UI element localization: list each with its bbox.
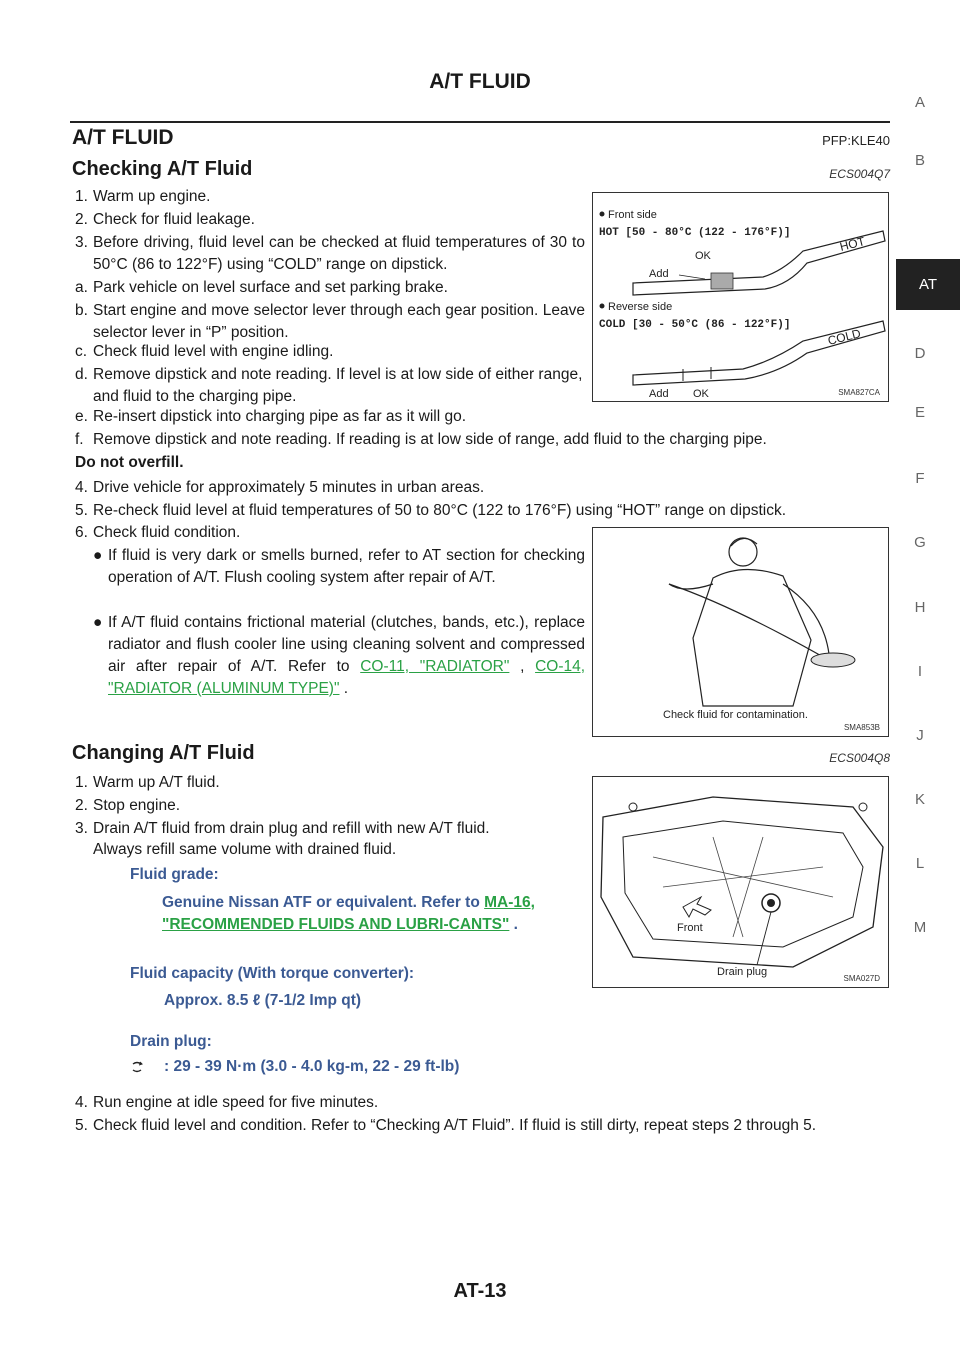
link-co-14-radiator-aluminum[interactable]: CO-14, "RADIATOR (ALUMINUM TYPE)" [108,658,586,697]
bullet-icon: ● [93,547,103,564]
header-rule [70,121,890,123]
overfill-warning: Do not overfill. [75,454,184,471]
change-step-5: 5. Check fluid level and condition. Refer to “Checking A/T Fluid”. If fluid is still dirty, repeat steps 2 through 5. [75,1117,817,1134]
index-tab-i[interactable]: I [917,663,923,680]
section-code: PFP:KLE40 [822,133,890,148]
check-step-f: f. Remove dipstick and note reading. If reading is at low side of range, add fluid to the charging pipe. [75,431,767,448]
svg-text:Add: Add [649,388,669,400]
check-step-2: 2. Check for fluid leakage. [75,211,255,228]
check-step-c: c. Check fluid level with engine idling. [75,343,334,360]
change-step-2: 2. Stop engine. [75,797,181,814]
fluid-capacity-value: Approx. 8.5 ℓ (7-1/2 Imp qt) [164,992,362,1009]
svg-text:Add: Add [649,268,669,280]
contamination-caption: Check fluid for contamination. [663,709,808,721]
reverse-side-label: Reverse side [608,301,673,313]
check-step-a: a. Park vehicle on level surface and set parking brake. [75,279,448,296]
change-step-4: 4. Run engine at idle speed for five minutes. [75,1094,379,1111]
checking-heading: Checking A/T Fluid [72,158,253,180]
check-step-b: b. Start engine and move selector lever through each gear position. Leave selector lever in “P” position. [75,302,585,341]
transmission-pan-illustration [593,777,888,987]
figure-code: SMA853B [843,723,880,732]
index-tab-m[interactable]: M [913,919,927,936]
fluid-condition-bullet-2: ● If A/T fluid contains frictional material (clutches, bands, etc.), replace radiator and flush cooler line using cleaning solvent and compressed air after repair of A/T. Refer to CO-11, "RADIATOR" , CO-14, "RADIATOR (ALUMINUM TYPE)" . [93,614,586,697]
fluid-contamination-figure [592,527,889,737]
fluid-grade-text: Genuine Nissan ATF or equivalent. Refer to MA-16, "RECOMMENDED FLUIDS AND LUBRI-CANTS" . [162,894,535,933]
page-header-title: A/T FLUID [429,70,531,93]
check-step-5: 5. Re-check fluid level at fluid temperatures of 50 to 80°C (122 to 176°F) using “HOT” range on dipstick. [75,502,787,519]
fluid-capacity-label: Fluid capacity (With torque converter): [130,965,415,982]
check-step-1: 1. Warm up engine. [75,188,211,205]
fluid-grade-label: Fluid grade: [130,866,219,883]
svg-text:COLD: COLD [826,326,863,348]
index-tab-l[interactable]: L [915,855,925,872]
check-step-e: e. Re-insert dipstick into charging pipe as far as it will go. [75,408,467,425]
change-step-1: 1. Warm up A/T fluid. [75,774,220,791]
drain-plug-torque: : 29 - 39 N·m (3.0 - 4.0 kg-m, 22 - 29 ft-lb) [164,1058,460,1075]
index-tab-k[interactable]: K [914,791,925,808]
link-ma-16-recommended-fluids[interactable]: MA-16, "RECOMMENDED FLUIDS AND LUBRI-CANTS" [162,894,535,933]
index-tab-g[interactable]: G [914,534,926,551]
section-title: A/T FLUID [72,126,174,149]
index-tab-d[interactable]: D [914,345,926,362]
fluid-condition-bullet-1: ● If fluid is very dark or smells burned, refer to AT section for checking operation of A/T. Flush cooling system after repair of A/T. [93,547,585,586]
figure-code: SMA827CA [838,388,880,397]
dipstick-illustration [593,193,888,401]
front-side-label: Front side [608,209,657,221]
check-step-6: 6. Check fluid condition. [75,524,241,541]
torque-wrench-icon [130,1060,144,1074]
drain-plug-figure [592,776,889,988]
page-number: AT-13 [453,1280,507,1302]
technician-illustration [593,528,888,736]
index-tab-h[interactable]: H [914,599,926,616]
check-step-3: 3. Before driving, fluid level can be checked at fluid temperatures of 30 to 50°C (86 to 122°F) using “COLD” range on dipstick. [75,234,585,273]
checking-code: ECS004Q7 [829,167,890,181]
index-tab-a[interactable]: A [914,94,925,111]
changing-heading: Changing A/T Fluid [72,742,255,764]
check-step-d: d. Remove dipstick and note reading. If level is at low side of either range, and fluid to the charging pipe. [75,366,583,405]
check-step-4: 4. Drive vehicle for approximately 5 minutes in urban areas. [75,479,485,496]
refill-note: Always refill same volume with drained fluid. [93,841,397,858]
cold-range-label: COLD [30 - 50°C (86 - 122°F)] [599,319,791,331]
changing-code: ECS004Q8 [829,751,890,765]
index-tab-e[interactable]: E [914,404,925,421]
index-tab-j[interactable]: J [916,727,924,744]
change-step-3: 3. Drain A/T fluid from drain plug and refill with new A/T fluid. [75,820,490,837]
figure-code: SMA027D [843,974,880,983]
front-label: Front [677,922,703,934]
bullet-icon: ● [93,614,103,631]
dipstick-figure [592,192,889,402]
index-tab-b[interactable]: B [914,152,925,169]
svg-text:HOT: HOT [838,234,867,254]
link-co-11-radiator[interactable]: CO-11, "RADIATOR" [360,658,510,675]
svg-text:OK: OK [693,388,709,400]
drain-plug-callout: Drain plug [717,966,768,978]
drain-plug-label: Drain plug: [130,1033,212,1050]
hot-range-label: HOT [50 - 80°C (122 - 176°F)] [599,227,791,239]
index-tab-at-active[interactable]: AT [896,259,960,310]
index-tab-f[interactable]: F [915,470,925,487]
svg-text:OK: OK [695,250,711,262]
